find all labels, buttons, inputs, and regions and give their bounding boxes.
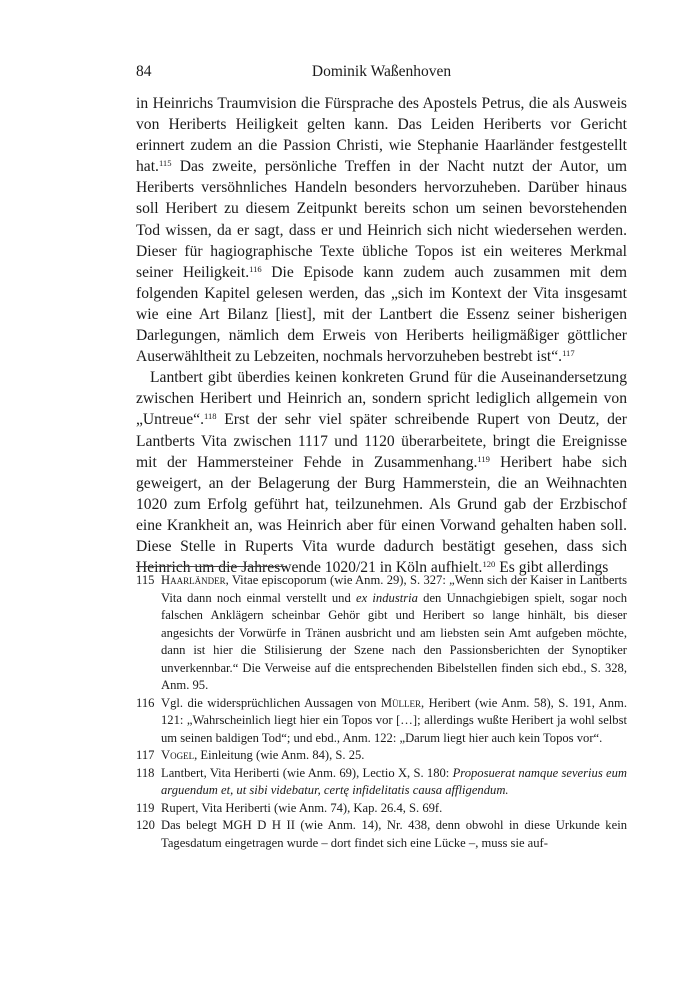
running-head: Dominik Waßenhoven bbox=[311, 63, 452, 80]
footnote-ref-119[interactable]: 119 bbox=[477, 453, 490, 464]
text-segment: in Heinrichs Traumvision die Fürsprache des Apostels Petrus, die als Ausweis von Heriberts Heiligkeit gelten kann. Das Leiden Heriberts vor Gericht erinnert zudem an die Passion Christi, wie Stephanie Haarländer festgestellt hat. bbox=[136, 95, 627, 176]
footnote-ref-118[interactable]: 118 bbox=[203, 411, 217, 422]
italic-phrase: ex industria bbox=[356, 590, 418, 605]
text-segment: Lantbert, Vita Heriberti (wie Anm. 69), Lectio X, S. 180: bbox=[161, 765, 453, 780]
footnote-divider bbox=[136, 566, 286, 567]
paragraph-1 bbox=[136, 93, 627, 367]
footnote-number: 119 bbox=[136, 800, 155, 815]
author-name: Haarländer bbox=[161, 573, 226, 587]
text-segment: , Vitae episcoporum (wie Anm. 29), S. 327: „Wenn sich der Kaiser in Lantberts Vita dann noch einmal verstellt und bbox=[161, 573, 627, 605]
text-segment: Vgl. die widersprüchlichen Aussagen von bbox=[161, 695, 381, 710]
footnote-number: 115 bbox=[136, 573, 155, 587]
footnote-number: 118 bbox=[136, 765, 155, 780]
footnote-number: 120 bbox=[136, 818, 155, 832]
paragraph-2 bbox=[136, 367, 627, 578]
footnote-117 bbox=[136, 747, 627, 765]
footnote-ref-120[interactable]: 120 bbox=[482, 558, 496, 569]
text-segment: Es gibt allerdings bbox=[495, 559, 609, 577]
footnote-text: Rupert, Vita Heriberti (wie Anm. 74), Kap. 26.4, S. 69f. bbox=[161, 800, 443, 815]
footnote-text bbox=[161, 572, 627, 695]
footnote-115 bbox=[136, 572, 627, 695]
author-name: Müller bbox=[380, 695, 422, 710]
footnotes bbox=[136, 572, 627, 852]
footnote-text: Das belegt MGH D H II (wie Anm. 14), Nr. 438, denn obwohl in diese Urkunde kein Tagesdatum eingetragen wurde – dort findet sich eine Lücke –, muss sie auf- bbox=[161, 818, 627, 850]
footnote-ref-116[interactable]: 116 bbox=[249, 263, 262, 274]
footnote-ref-117[interactable]: 117 bbox=[562, 347, 575, 358]
main-text bbox=[136, 93, 627, 578]
footnote-text bbox=[161, 747, 627, 765]
page-header bbox=[136, 62, 627, 82]
footnote-text bbox=[161, 695, 627, 748]
footnote-116 bbox=[136, 695, 627, 748]
author-name: Vogel bbox=[161, 748, 195, 762]
footnote-118 bbox=[136, 765, 627, 800]
footnote-text bbox=[161, 765, 627, 800]
text-segment: Erst der sehr viel später schreibende Rupert von Deutz, der Lantberts Vita zwischen 1117 und 1120 überarbeitete, bringt die Ereignisse mit der Hammersteiner Fehde in Zusammenhang. bbox=[136, 411, 627, 471]
footnote-120 bbox=[136, 817, 627, 852]
text-segment: , Einleitung (wie Anm. 84), S. 25. bbox=[194, 748, 365, 762]
footnote-ref-115[interactable]: 115 bbox=[158, 158, 172, 169]
text-segment: Das zweite, persönliche Treffen in der Nacht nutzt der Autor, um Heriberts versöhnliches Handeln besonders hervorzuheben. Darüber hinaus soll Heribert zu diesem Zeitpunkt bereits schon um seinen bevorstehenden Tod wissen, da er sagt, dass er und Heinrich sich nicht wiedersehen werden. Dieser für hagiographische Texte übliche Topos ist ein weiteres Merkmal seiner Heiligkeit. bbox=[136, 158, 627, 281]
page-number: 84 bbox=[136, 63, 152, 80]
italic-quote: Proposuerat namque severius eum arguendum et, ut sibi videbatur, certę infidelitatis causa affligendum. bbox=[161, 765, 627, 797]
text-segment: den Unnachgiebigen spielt, sogar noch falschen Anklägern scheinbar Gehör gibt und Heribert so lange hinhält, bis dieser angesichts der Vorwürfe in Tränen ausbricht und am liebsten sein Amt aufgeben möchte, dann ist hier die Stilisierung der Szene nach den Passionsberichten der Synoptiker unverkennbar.“ Die Verweise auf die entsprechenden Bibelstellen finden sich ebd., S. 328, Anm. 95. bbox=[161, 590, 627, 692]
footnote-number: 116 bbox=[136, 695, 155, 710]
footnote-119 bbox=[136, 800, 627, 818]
text-segment: Lantbert gibt überdies keinen konkreten Grund für die Auseinandersetzung zwischen Heribert und Heinrich an, sondern spricht lediglich allgemein von „Untreue“. bbox=[136, 369, 627, 429]
text-segment: Heribert habe sich geweigert, an der Belagerung der Burg Hammerstein, die an Weihnachten 1020 zum Erfolg geführt hat, teilzunehmen. Als Grund gab der Erzbischof eine Krankheit an, was Heinrich aber für einen Vorwand gehalten haben soll. Diese Stelle in Ruperts Vita wurde dadurch bestätigt gesehen, dass sich Heinrich um die Jahreswende 1020/21 in Köln aufhielt. bbox=[136, 453, 628, 577]
text-segment: , Heribert (wie Anm. 58), S. 191, Anm. 121: „Wahrscheinlich liegt hier ein Topos vor […]; allerdings wußte Heribert ja wohl selbst um seinen baldigen Tod“; und ebd., Anm. 122: „Darum liegt hier auch kein Topos vor“. bbox=[161, 695, 627, 745]
footnote-number: 117 bbox=[136, 748, 155, 762]
text-segment: Die Episode kann zudem auch zusammen mit dem folgenden Kapitel gelesen werden, das „sich im Kontext der Vita insgesamt wie eine Art Bilanz [liest], mit der Lantbert die Essenz seiner bisherigen Darlegungen, nämlich dem Erweis von Heriberts heiligmäßiger göttlicher Auserwähltheit zu Lebzeiten, nochmals hervorzuheben bestrebt ist“. bbox=[136, 263, 627, 366]
